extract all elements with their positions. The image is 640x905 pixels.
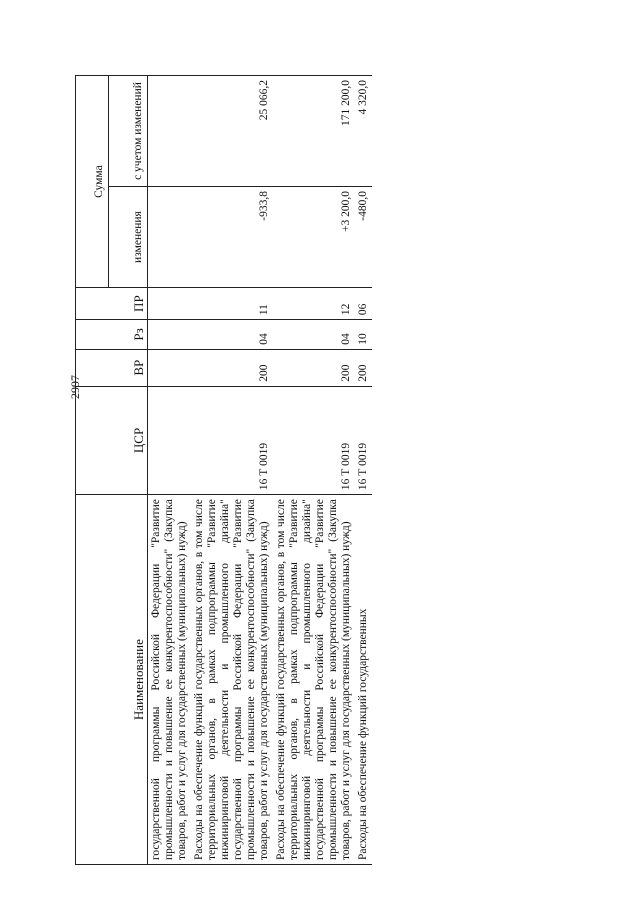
rotated-page-content	[75, 75, 595, 865]
table-row	[273, 76, 355, 865]
row-vr: 200	[273, 349, 355, 386]
budget-table	[75, 75, 372, 865]
row-change: +3 200,0	[273, 187, 355, 288]
row-total: 171 200,0	[273, 76, 355, 187]
table-row	[355, 76, 372, 865]
table-row	[191, 76, 273, 865]
row-pr: 06	[355, 288, 372, 320]
row-name: Расходы на обеспечение функций государственных органов, в том числе территориальных органов, в рамках подпрограммы "Развитие инжиниринговой деятельности и промышленного дизайна" государственной программы Российской Федерации "Развитие промышленности и повышение ее конкурентоспособности" (Закупка товаров, работ и услуг для государственных (муниципальных) нужд)	[273, 495, 355, 865]
header-pr: ПР	[76, 288, 148, 320]
header-vr: ВР	[76, 349, 148, 386]
header-csr: ЦСР	[76, 386, 148, 494]
row-change	[148, 187, 192, 288]
header-summa: Сумма	[76, 76, 109, 288]
row-name: Расходы на обеспечение функций государственных органов, в том числе территориальных органов, в рамках подпрограммы "Развитие инжиниринговой деятельности и промышленного дизайна" государственной программы Российской Федерации "Развитие промышленности и повышение ее конкурентоспособности" (Закупка товаров, работ и услуг для государственных (муниципальных) нужд)	[191, 495, 273, 865]
row-total: 4 320,0	[355, 76, 372, 187]
header-name: Наименование	[76, 495, 148, 865]
row-total: 25 066,2	[191, 76, 273, 187]
row-change: -480,0	[355, 187, 372, 288]
row-vr	[148, 349, 192, 386]
row-rz: 10	[355, 320, 372, 350]
header-total: с учетом изменений	[109, 76, 148, 187]
row-pr: 12	[273, 288, 355, 320]
row-csr: 16 Т 0019	[355, 386, 372, 494]
row-csr: 16 Т 0019	[191, 386, 273, 494]
header-change: изменения	[109, 187, 148, 288]
table-header	[76, 76, 148, 865]
row-pr	[148, 288, 192, 320]
row-name: Расходы на обеспечение функций государственных	[355, 495, 372, 865]
row-csr	[148, 386, 192, 494]
row-vr: 200	[355, 349, 372, 386]
row-change: -933,8	[191, 187, 273, 288]
row-rz: 04	[273, 320, 355, 350]
row-rz	[148, 320, 192, 350]
page-number: 2997	[68, 375, 82, 399]
row-csr: 16 Т 0019	[273, 386, 355, 494]
row-vr: 200	[191, 349, 273, 386]
header-rz: Рз	[76, 320, 148, 350]
row-rz: 04	[191, 320, 273, 350]
row-name: государственной программы Российской Федерации "Развитие промышленности и повышение ее конкурентоспособности" (Закупка товаров, работ и услуг для государственных (муниципальных) нужд)	[148, 495, 192, 865]
row-pr: 11	[191, 288, 273, 320]
row-total	[148, 76, 192, 187]
table-row	[148, 76, 192, 865]
